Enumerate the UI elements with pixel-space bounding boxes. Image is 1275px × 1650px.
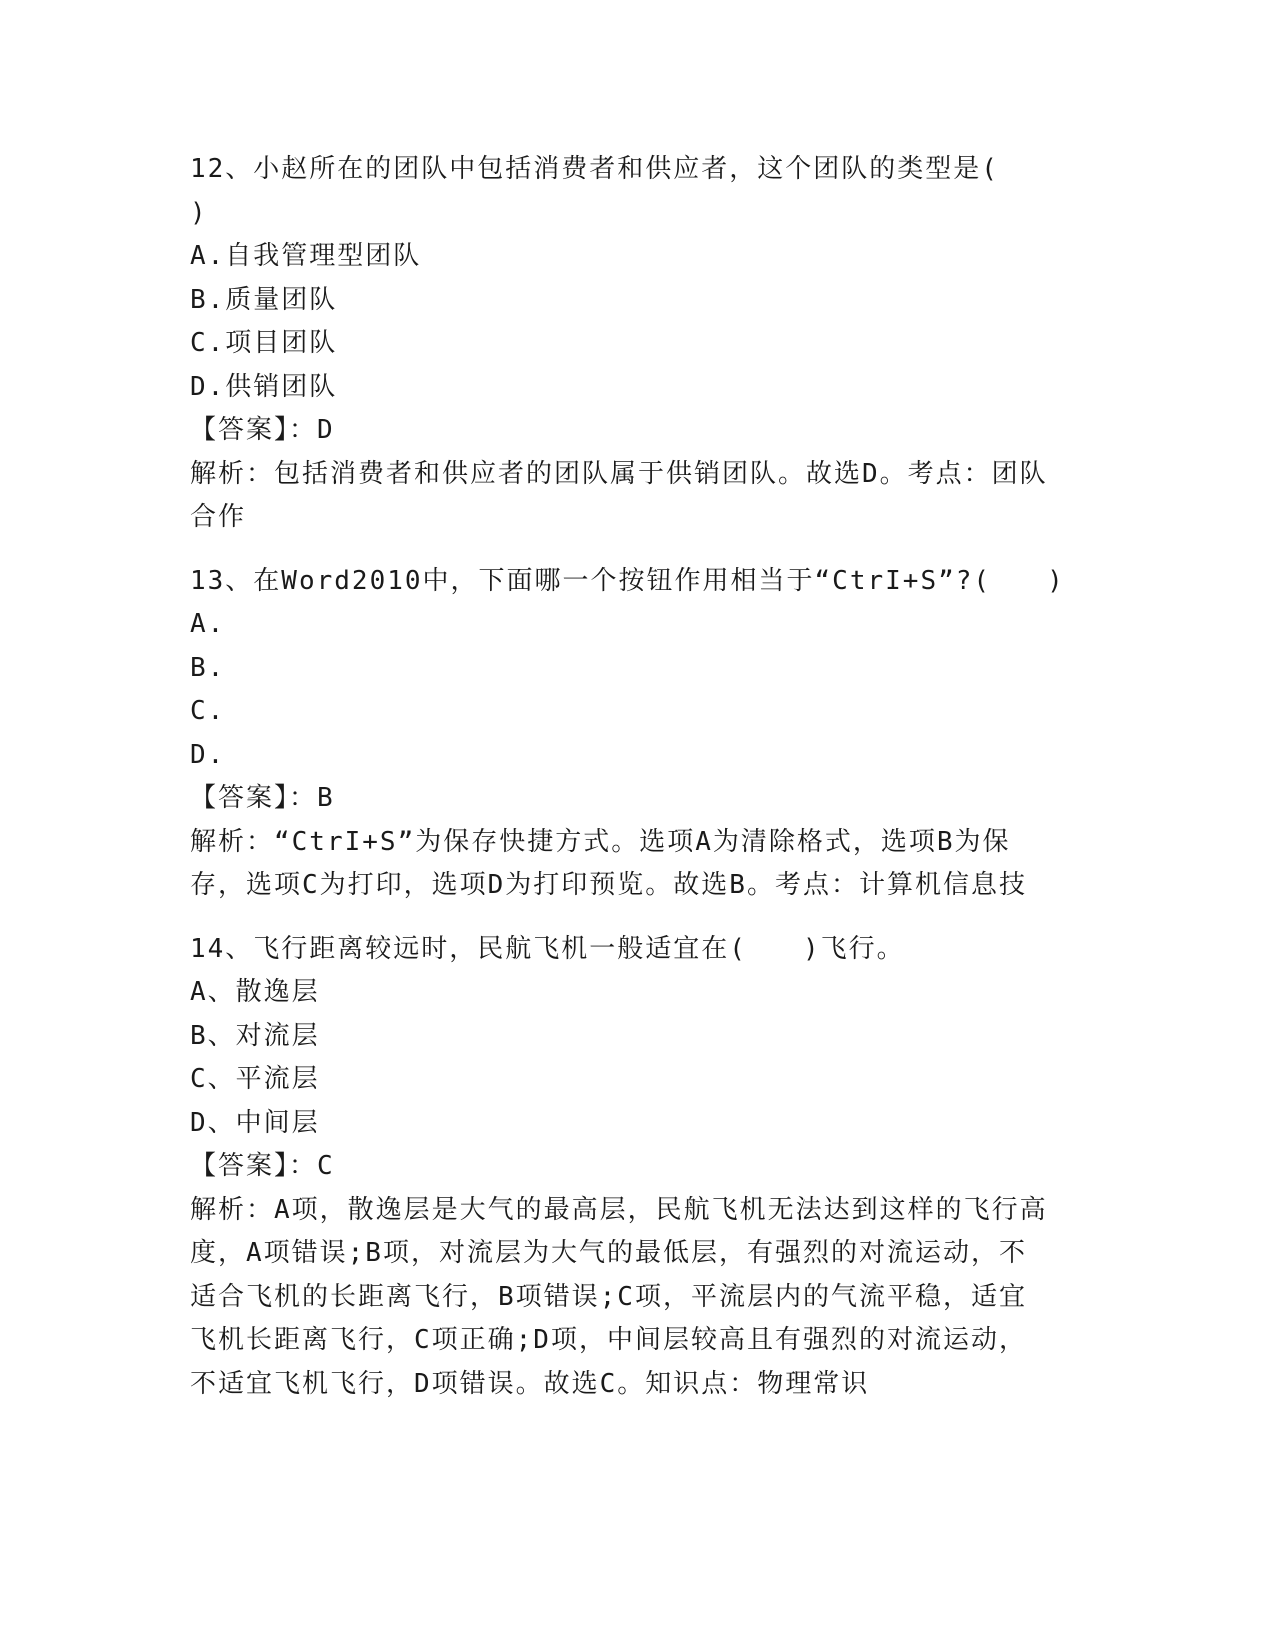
analysis-line: 解析：“CtrI+S”为保存快捷方式。选项A为清除格式，选项B为保: [190, 826, 1011, 857]
question-14: [190, 928, 1090, 1407]
option-a: A.: [190, 609, 226, 639]
question-13: [190, 560, 1090, 908]
option-c: C.项目团队: [190, 328, 338, 358]
analysis-line: 飞机长距离飞行，C项正确;D项，中间层较高且有强烈的对流运动，: [190, 1325, 1027, 1355]
question-12: [190, 148, 1090, 540]
analysis-line: 解析：包括消费者和供应者的团队属于供销团队。故选D。考点：团队: [190, 458, 1048, 489]
option-b: B、对流层: [190, 1020, 320, 1051]
analysis-line: 不适宜飞机飞行，D项错误。故选C。知识点：物理常识: [190, 1368, 870, 1399]
question-stem-line: ): [190, 197, 208, 228]
question-stem-line: 14、飞行距离较远时，民航飞机一般适宜在( )飞行。: [190, 933, 905, 964]
option-b: B.: [190, 652, 226, 683]
option-d: D.: [190, 739, 226, 770]
option-c: C、平流层: [190, 1064, 320, 1094]
analysis-line: 适合飞机的长距离飞行，B项错误;C项，平流层内的气流平稳，适宜: [190, 1281, 1027, 1312]
option-d: D.供销团队: [190, 371, 338, 402]
question-stem-line: 13、在Word2010中，下面哪一个按钮作用相当于“CtrI+S”?( ): [190, 565, 1065, 596]
analysis-line: 解析：A项，散逸层是大气的最高层，民航飞机无法达到这样的飞行高: [190, 1194, 1048, 1225]
question-spacer: [190, 540, 1090, 560]
analysis-line: 合作: [190, 502, 247, 532]
option-a: A.自我管理型团队: [190, 241, 422, 271]
analysis-line: 度，A项错误;B项，对流层为大气的最低层，有强烈的对流运动，不: [190, 1238, 1027, 1268]
answer-line: 【答案】：B: [190, 783, 335, 813]
option-d: D、中间层: [190, 1107, 320, 1138]
analysis-line: 存，选项C为打印，选项D为打印预览。故选B。考点：计算机信息技: [190, 870, 1027, 900]
option-a: A、散逸层: [190, 977, 320, 1007]
answer-line: 【答案】：C: [190, 1151, 335, 1181]
option-c: C.: [190, 696, 226, 726]
question-stem-line: 12、小赵所在的团队中包括消费者和供应者，这个团队的类型是(: [190, 154, 999, 184]
answer-line: 【答案】：D: [190, 415, 335, 445]
question-spacer: [190, 908, 1090, 928]
option-b: B.质量团队: [190, 284, 338, 315]
document-content: [190, 148, 1090, 1406]
